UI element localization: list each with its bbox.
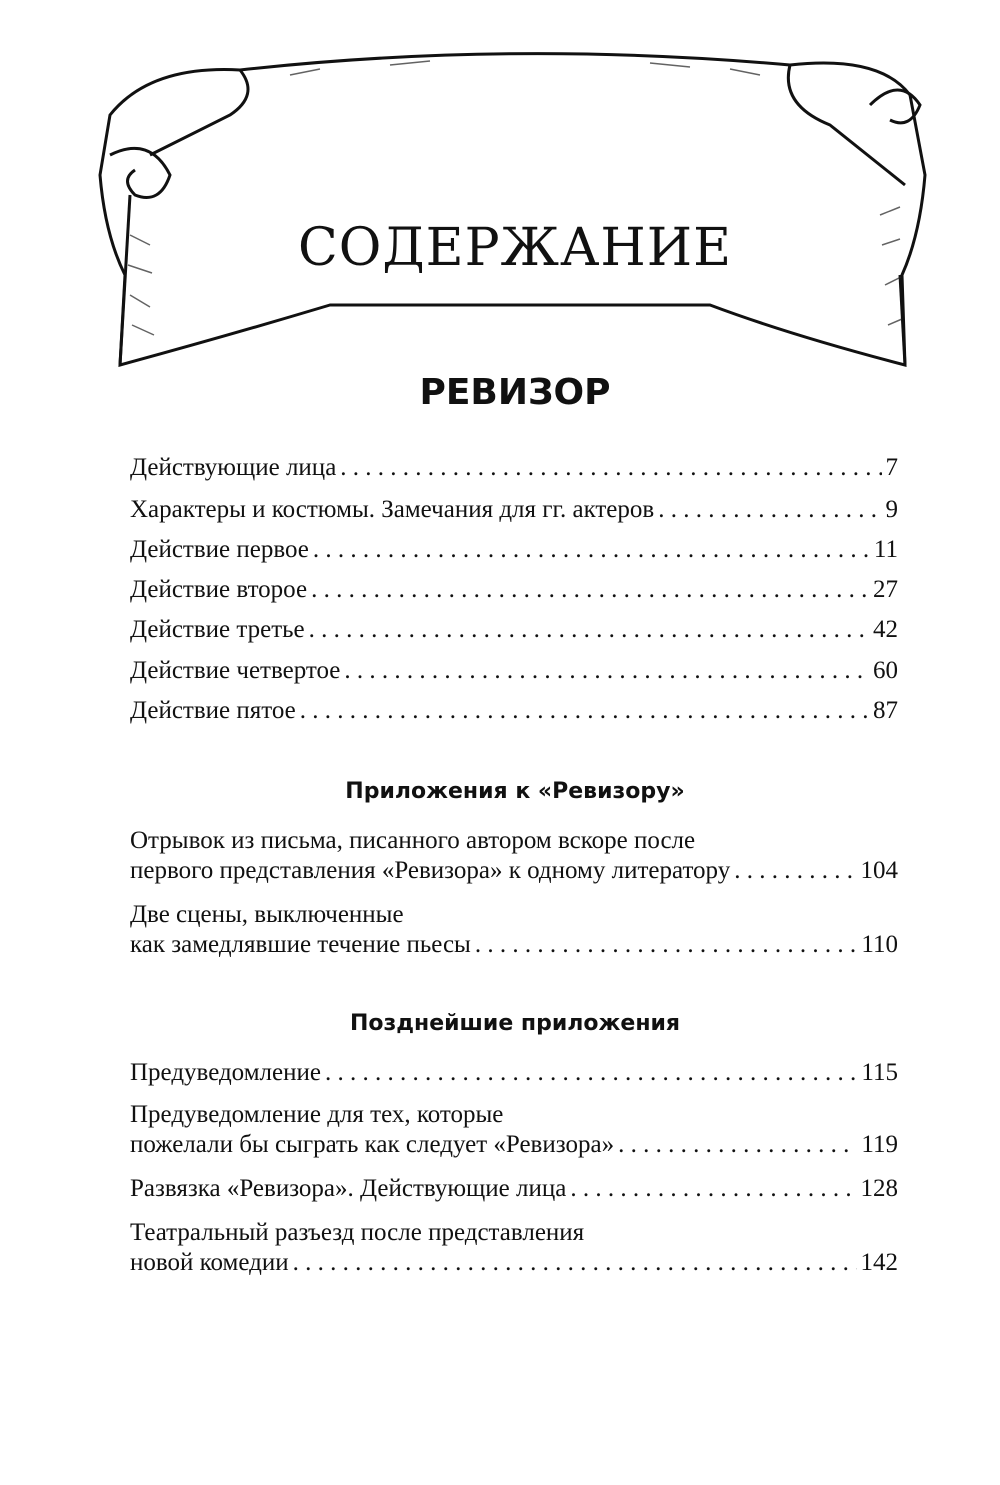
entry-title: новой комедии <box>130 1249 289 1276</box>
leader-dots <box>658 495 881 525</box>
entry-page: 27 <box>873 576 898 603</box>
entry-title: Действие второе <box>130 576 308 603</box>
entry-page: 7 <box>885 454 898 481</box>
entry-title: первого представления «Ревизора» к одному литератору <box>130 857 731 884</box>
leader-dots <box>618 1130 857 1160</box>
toc-entry[interactable] <box>130 1058 898 1088</box>
toc-entry[interactable] <box>130 1174 898 1204</box>
entry-title: Характеры и костюмы. Замечания для гг. актеров <box>130 496 655 523</box>
leader-dots <box>340 453 881 483</box>
entry-title: Действие пятое <box>130 697 296 724</box>
entry-title: Развязка «Ревизора». Действующие лица <box>130 1175 567 1202</box>
toc-entry[interactable] <box>130 453 898 483</box>
leader-dots <box>344 656 869 686</box>
leader-dots <box>475 930 858 960</box>
entry-title: Предуведомление <box>130 1059 321 1086</box>
leader-dots <box>300 696 869 726</box>
entry-title: Действие четвертое <box>130 657 341 684</box>
leader-dots <box>293 1248 857 1278</box>
entry-title: Действие третье <box>130 616 305 643</box>
leader-dots <box>311 575 869 605</box>
leader-dots <box>570 1174 856 1204</box>
entry-page: 110 <box>861 931 898 958</box>
work-heading: РЕВИЗОР <box>419 372 611 413</box>
entry-page: 9 <box>885 496 898 523</box>
leader-dots <box>325 1058 857 1088</box>
leader-dots <box>313 535 870 565</box>
entry-title-line1: Две сцены, выключенные <box>130 901 404 928</box>
entry-page: 115 <box>861 1059 898 1086</box>
section-heading: Позднейшие приложения <box>349 1011 681 1036</box>
toc-entry[interactable] <box>130 1218 898 1278</box>
toc-entry[interactable] <box>130 696 898 726</box>
section-heading: Приложения к «Ревизору» <box>345 779 685 804</box>
entry-title-line1: Предуведомление для тех, которые <box>130 1101 504 1128</box>
toc-entry[interactable] <box>130 495 898 525</box>
leader-dots <box>734 856 856 886</box>
entry-title: Действие первое <box>130 536 309 563</box>
toc-entry[interactable] <box>130 1100 898 1160</box>
entry-page: 87 <box>873 697 898 724</box>
toc-entry[interactable] <box>130 826 898 886</box>
toc-entry[interactable] <box>130 900 898 960</box>
toc-entry[interactable] <box>130 656 898 686</box>
entry-page: 119 <box>861 1131 898 1158</box>
entry-page: 128 <box>860 1175 898 1202</box>
leader-dots <box>309 615 869 645</box>
entry-page: 104 <box>860 857 898 884</box>
scroll-banner-illustration <box>90 35 935 375</box>
toc-entry[interactable] <box>130 535 898 565</box>
entry-page: 11 <box>873 536 898 563</box>
page-title: СОДЕРЖАНИЕ <box>297 218 733 278</box>
entry-page: 60 <box>873 657 898 684</box>
entry-title: Действующие лица <box>130 454 337 481</box>
entry-title-line1: Театральный разъезд после представления <box>130 1219 585 1246</box>
entry-title: пожелали бы сыграть как следует «Ревизора» <box>130 1131 615 1158</box>
toc-entry[interactable] <box>130 575 898 605</box>
entry-title: как замедлявшие течение пьесы <box>130 931 471 958</box>
entry-page: 42 <box>873 616 898 643</box>
entry-title-line1: Отрывок из письма, писанного автором вскоре после <box>130 827 696 854</box>
entry-page: 142 <box>860 1249 898 1276</box>
toc-entry[interactable] <box>130 615 898 645</box>
